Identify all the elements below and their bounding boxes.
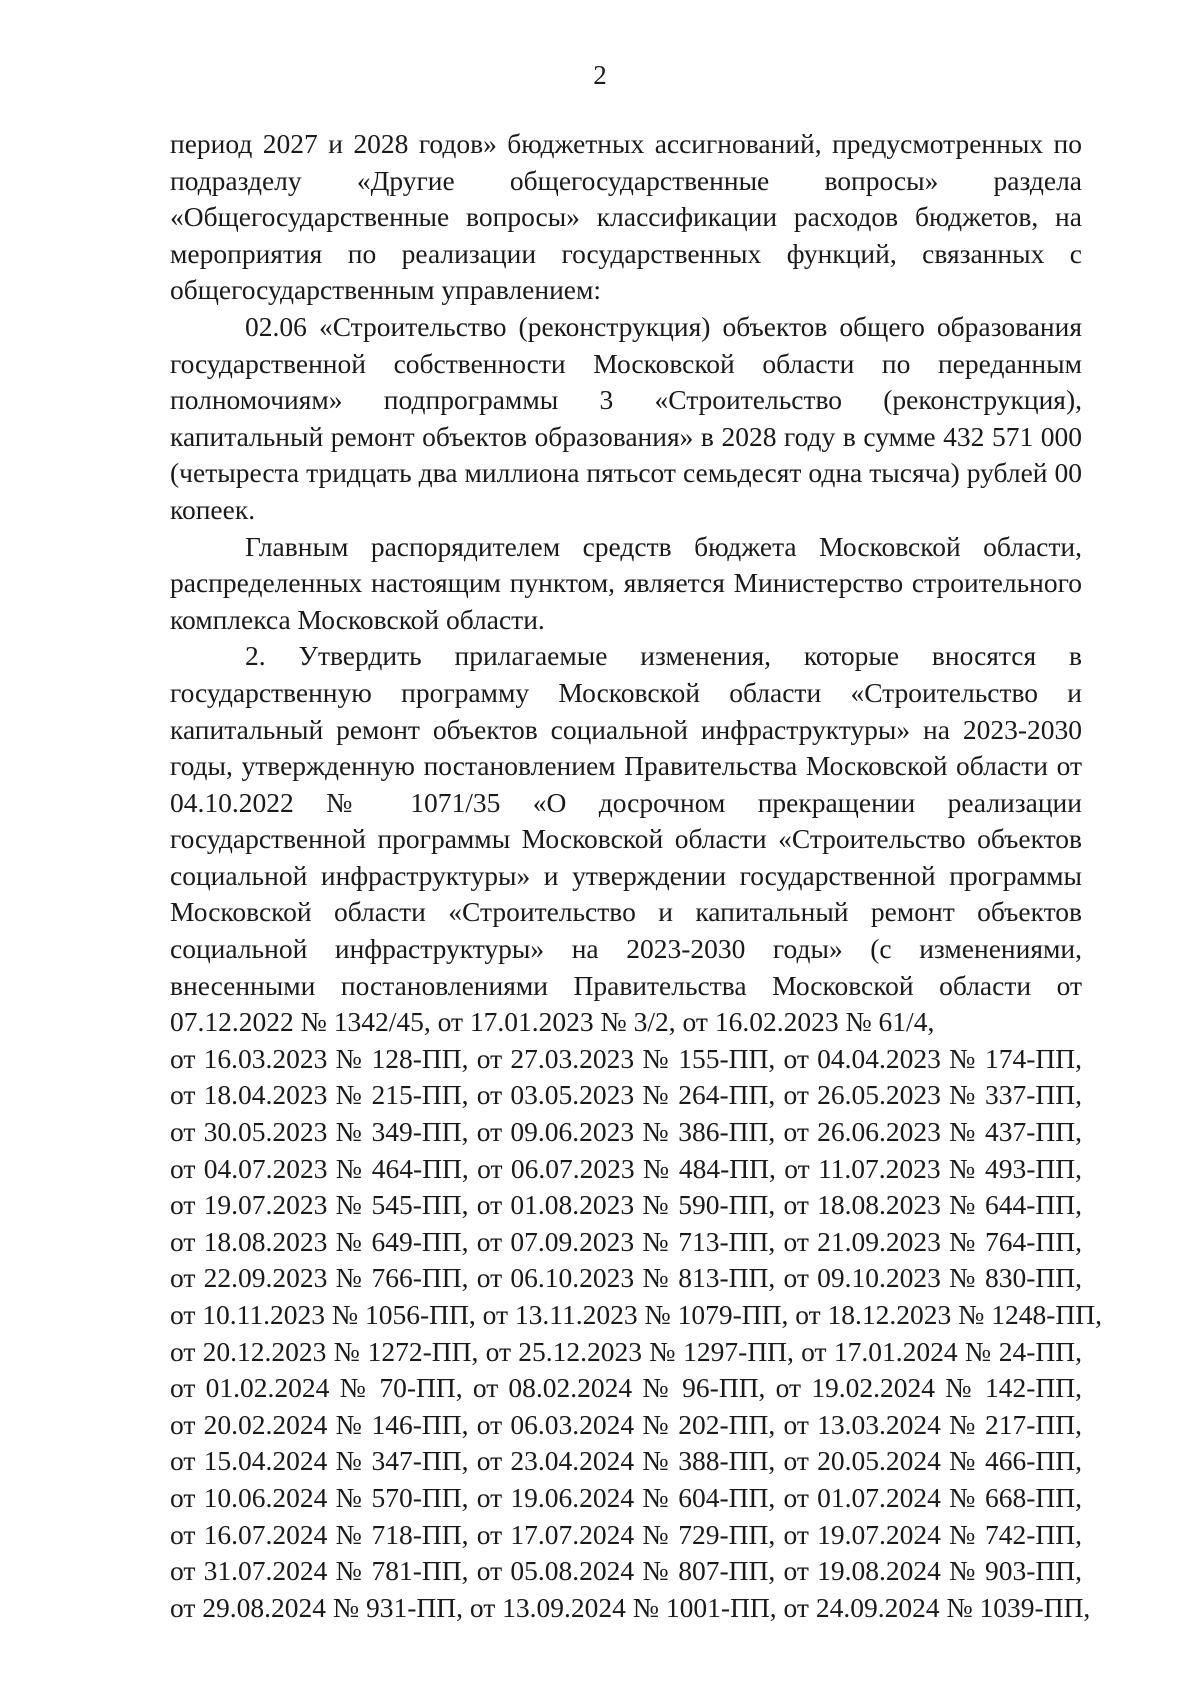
document-body	[170, 126, 1103, 1626]
amendment-line: от 22.09.2023 № 766-ПП, от 06.10.2023 № 813-ПП, от 09.10.2023 № 830-ПП,	[170, 1262, 1082, 1294]
amendment-line: от 19.07.2023 № 545-ПП, от 01.08.2023 № 590-ПП, от 18.08.2023 № 644-ПП,	[170, 1189, 1082, 1221]
paragraph-chief-administrator: Главным распорядителем средств бюджета Московской области, распределенных настоящим пунктом, является Министерство строительного комплекса Московской области.	[170, 530, 1082, 635]
amendment-line: от 20.02.2024 № 146-ПП, от 06.03.2024 № 202-ПП, от 13.03.2024 № 217-ПП,	[170, 1408, 1082, 1440]
paragraph-approve-changes: 2. Утвердить прилагаемые изменения, которые вносятся в государственную программу Московской области «Строительство и капитальный ремонт объектов социальной инфраструктуры» на 2023-2030 годы, утвержденную постановлением Правительства Московской области от 04.10.2022 № 1071/35 «О досрочном прекращении реализации государственной программы Московской области «Строительство объектов социальной инфраструктуры» и утверждении государственной программы Московской области «Строительство и капитальный ремонт объектов социальной инфраструктуры» на 2023-2030 годы» (с изменениями, внесенными постановлениями Правительства Московской области от 07.12.2022 № 1342/45, от 17.01.2023 № 3/2, от 16.02.2023 № 61/4,	[170, 640, 1082, 1038]
amendment-line: от 30.05.2023 № 349-ПП, от 09.06.2023 № 386-ПП, от 26.06.2023 № 437-ПП,	[170, 1116, 1082, 1148]
amendment-line: от 15.04.2024 № 347-ПП, от 23.04.2024 № 388-ПП, от 20.05.2024 № 466-ПП,	[170, 1445, 1082, 1477]
amendment-line: от 16.07.2024 № 718-ПП, от 17.07.2024 № 729-ПП, от 19.07.2024 № 742-ПП,	[170, 1518, 1082, 1550]
paragraph-budget-period: период 2027 и 2028 годов» бюджетных ассигнований, предусмотренных по подразделу «Другие общегосударственные вопросы» раздела «Общегосударственные вопросы» классификации расходов бюджетов, на мероприятия по реализации государственных функций, связанных с общегосударственным управлением:	[170, 128, 1082, 306]
amendment-line: от 10.11.2023 № 1056-ПП, от 13.11.2023 № 1079-ПП, от 18.12.2023 № 1248-ПП,	[170, 1299, 1103, 1330]
amendment-line: от 29.08.2024 № 931-ПП, от 13.09.2024 № 1001-ПП, от 24.09.2024 № 1039-ПП,	[170, 1591, 1091, 1623]
amendment-line: от 20.12.2023 № 1272-ПП, от 25.12.2023 № 1297-ПП, от 17.01.2024 № 24-ПП,	[170, 1335, 1082, 1367]
amendment-line: от 31.07.2024 № 781-ПП, от 05.08.2024 № 807-ПП, от 19.08.2024 № 903-ПП,	[170, 1555, 1082, 1587]
amendment-line: от 18.08.2023 № 649-ПП, от 07.09.2023 № 713-ПП, от 21.09.2023 № 764-ПП,	[170, 1225, 1082, 1257]
amendment-line: от 16.03.2023 № 128-ПП, от 27.03.2023 № 155-ПП, от 04.04.2023 № 174-ПП,	[170, 1042, 1082, 1074]
amendment-line: от 04.07.2023 № 464-ПП, от 06.07.2023 № 484-ПП, от 11.07.2023 № 493-ПП,	[170, 1152, 1082, 1184]
paragraph-construction-item: 02.06 «Строительство (реконструкция) объектов общего образования государственной собственности Московской области по переданным полномочиям» подпрограммы 3 «Строительство (реконструкция), капитальный ремонт объектов образования» в 2028 году в сумме 432 571 000 (четыреста тридцать два миллиона пятьсот семьдесят одна тысяча) рублей 00 копеек.	[170, 310, 1082, 525]
amendment-line: от 18.04.2023 № 215-ПП, от 03.05.2023 № 264-ПП, от 26.05.2023 № 337-ПП,	[170, 1079, 1082, 1111]
amendment-list	[170, 1041, 1103, 1627]
page-number: 2	[593, 60, 607, 90]
amendment-line: от 01.02.2024 № 70-ПП, от 08.02.2024 № 96-ПП, от 19.02.2024 № 142-ПП,	[170, 1372, 1082, 1404]
amendment-line: от 10.06.2024 № 570-ПП, от 19.06.2024 № 604-ПП, от 01.07.2024 № 668-ПП,	[170, 1481, 1082, 1513]
